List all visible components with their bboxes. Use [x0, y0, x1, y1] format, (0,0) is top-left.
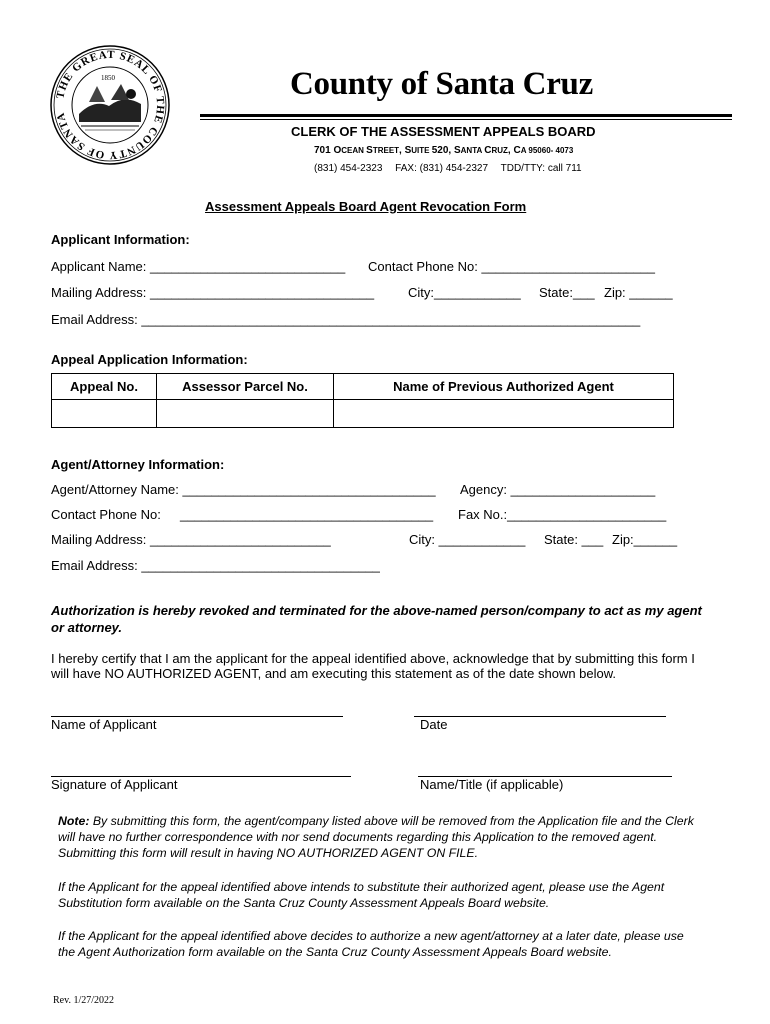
- form-title: Assessment Appeals Board Agent Revocation Form: [205, 199, 527, 214]
- applicant-heading: Applicant Information:: [51, 232, 190, 247]
- previous-agent-header: Name of Previous Authorized Agent: [334, 374, 674, 400]
- date-line[interactable]: [414, 716, 666, 717]
- office-name: CLERK OF THE ASSESSMENT APPEALS BOARD: [291, 124, 596, 139]
- note-paragraph-2: If the Applicant for the appeal identified above intends to substitute their authorized agent, please use the Agent Substitution form available on the Santa Cruz County Assessment Appeals Board website.: [58, 880, 665, 910]
- agent-state-field[interactable]: State: ___: [544, 532, 604, 547]
- applicant-state-field[interactable]: State:___: [539, 285, 595, 300]
- applicant-email-field[interactable]: Email Address: _____________________________________________________________________: [51, 312, 641, 327]
- revision-date: Rev. 1/27/2022: [53, 995, 115, 1006]
- note-label: Note:: [58, 814, 90, 828]
- county-title: County of Santa Cruz: [290, 66, 593, 102]
- parcel-no-header: Assessor Parcel No.: [157, 374, 334, 400]
- agent-fax-field[interactable]: Fax No.:______________________: [458, 507, 667, 522]
- office-address: 701 OCEAN STREET, SUITE 520, SANTA CRUZ, CA 95060- 4073: [314, 145, 574, 156]
- office-tdd: TDD/TTY: call 711: [500, 163, 582, 174]
- agent-city-field[interactable]: City: ____________: [409, 532, 526, 547]
- office-fax: FAX: (831) 454-2327: [395, 163, 489, 174]
- note-text-1: By submitting this form, the agent/company listed above will be removed from the Application file and the Clerk will have no further correspondence with nor send documents regarding this Application to the removed agent. Submitting this form will result in having NO AUTHORIZED AGENT ON FILE.: [58, 814, 694, 860]
- agent-phone-label: Contact Phone No:: [51, 507, 161, 522]
- agent-zip-field[interactable]: Zip:______: [612, 532, 678, 547]
- appeal-table-row: [52, 400, 674, 428]
- svg-text:THE GREAT SEAL OF THE COUNTY O: THE GREAT SEAL OF THE COUNTY OF SANTA: [54, 48, 167, 162]
- authorization-statement: Authorization is hereby revoked and terminated for the above-named person/company to act as my agent or attorney.: [51, 603, 702, 635]
- county-seal-logo: [49, 44, 171, 166]
- applicant-name-field[interactable]: Applicant Name: ___________________________: [51, 259, 346, 274]
- seal-year: 1850: [101, 74, 115, 82]
- note-paragraph-3: If the Applicant for the appeal identified above decides to authorize a new agent/attorney at a later date, please use the Agent Authorization form available on the Santa Cruz County Assessment Appeals Board website.: [58, 929, 684, 959]
- office-phone: (831) 454-2323: [314, 163, 383, 174]
- parcel-no-cell[interactable]: [157, 400, 334, 428]
- agent-phone-field[interactable]: ___________________________________: [180, 507, 434, 522]
- agent-mailing-field[interactable]: Mailing Address: _________________________: [51, 532, 331, 547]
- appeal-heading: Appeal Application Information:: [51, 352, 248, 367]
- certification-statement: I hereby certify that I am the applicant for the appeal identified above, acknowledge that by submitting this form I will have NO AUTHORIZED AGENT, and am executing this statement as of the date shown below.: [51, 651, 695, 681]
- applicant-name-caption: Name of Applicant: [51, 717, 157, 732]
- signature-caption: Signature of Applicant: [51, 777, 178, 792]
- note-paragraph-1: [58, 813, 698, 861]
- applicant-mailing-field[interactable]: Mailing Address: _______________________________: [51, 285, 375, 300]
- header-rule-thick: [200, 114, 732, 117]
- appeal-table-header: [52, 374, 674, 400]
- previous-agent-cell[interactable]: [334, 400, 674, 428]
- applicant-city-field[interactable]: City:____________: [408, 285, 521, 300]
- office-contacts: [314, 163, 592, 174]
- date-caption: Date: [420, 717, 448, 732]
- appeal-no-header: Appeal No.: [52, 374, 157, 400]
- agent-name-field[interactable]: Agent/Attorney Name: ___________________________________: [51, 482, 436, 497]
- appeal-no-cell[interactable]: [52, 400, 157, 428]
- applicant-phone-field[interactable]: Contact Phone No: ________________________: [368, 259, 655, 274]
- applicant-zip-field[interactable]: Zip: ______: [604, 285, 673, 300]
- appeal-table: [51, 373, 674, 428]
- agent-agency-field[interactable]: Agency: ____________________: [460, 482, 656, 497]
- header-rule-thin: [200, 119, 732, 120]
- name-title-caption: Name/Title (if applicable): [420, 777, 564, 792]
- agent-heading: Agent/Attorney Information:: [51, 457, 225, 472]
- agent-email-field[interactable]: Email Address: _________________________________: [51, 558, 380, 573]
